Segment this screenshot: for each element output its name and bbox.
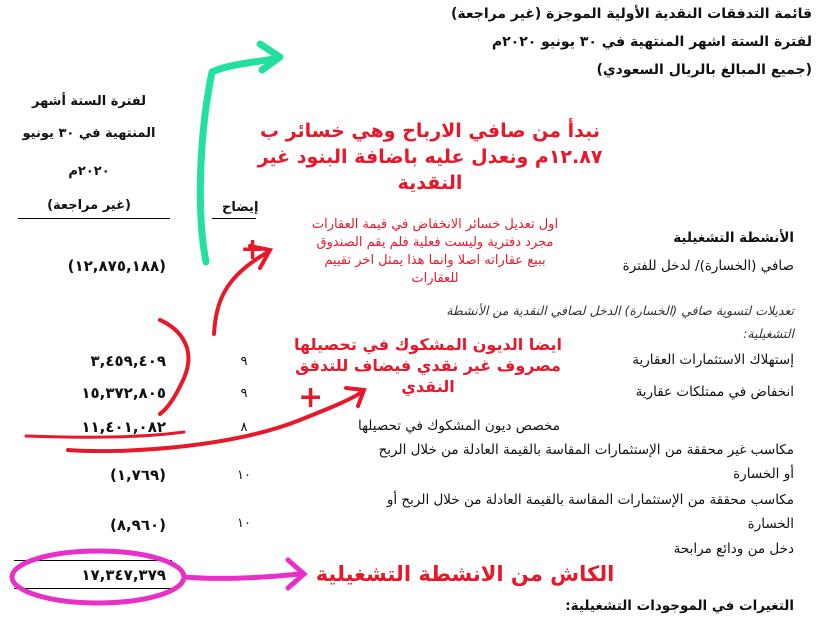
- row-value-realized-gains: (٨,٩٦٠): [109, 516, 166, 534]
- column-header-line1: لفترة الستة أشهر: [31, 94, 147, 109]
- plus-mark-2: +: [298, 380, 324, 415]
- section-operating: الأنشطة التشغيلية: [673, 230, 794, 246]
- row-value-doubtful-debts: ١١,٤٠١,٠٨٢: [81, 418, 166, 436]
- row-note-doubtful-debts: ٨: [240, 420, 248, 435]
- annotation-impairment-line1: اول تعديل خسائر الانخفاض في قيمة العقارات: [311, 217, 559, 232]
- statement-currency: (جميع المبالغ بالريال السعودي): [596, 62, 812, 78]
- column-header-rule: [18, 218, 170, 219]
- annotation-net-profit: [250, 118, 610, 196]
- annotation-impairment: [290, 216, 580, 288]
- annotation-net-profit-line3: النقدية: [397, 172, 463, 194]
- row-note-unrealized-gains: ١٠: [237, 468, 251, 483]
- note-column-header: إيضاح: [222, 200, 259, 215]
- row-label-unrealized-gains-cont: أو الخسارة: [733, 466, 794, 482]
- row-label-realized-gains: مكاسب محققة من الإستثمارات المقاسة بالقيمة العادلة من خلال الربح أو: [386, 492, 794, 508]
- annotation-doubtful-debts-line2: مصروف غير نقدي فيضاف للتدفق: [295, 356, 561, 375]
- row-label-unrealized-gains: مكاسب غير محققة من الإستثمارات المقاسة بالقيمة العادلة من خلال الربح: [378, 442, 794, 458]
- column-header-line4: (غير مراجعة): [47, 198, 131, 213]
- annotation-operating-cash: الكاش من الانشطة التشغيلية: [315, 562, 615, 586]
- annotation-impairment-line2: مجرد دفترية وليست فعلية فلم يقم الصندوق: [316, 235, 554, 250]
- row-value-net-loss: (١٢,٨٧٥,١٨٨): [67, 257, 166, 275]
- statement-period: لفترة الستة اشهر المنتهية في ٣٠ يونيو ٢٠٢٠م: [491, 34, 812, 50]
- adjustments-heading-line2: التشغيلية:: [743, 326, 794, 341]
- row-value-depreciation: ٣,٤٥٩,٤٠٩: [90, 352, 166, 370]
- annotation-impairment-line4: للعقارات: [411, 271, 459, 286]
- total-rule-top: [14, 560, 172, 561]
- annotation-net-profit-line2: ١٢.٨٧م ونعدل عليه باضافة البنود غير: [257, 146, 603, 168]
- note-header-rule: [212, 218, 256, 219]
- column-header-line2: المنتهية في ٣٠ يونيو: [22, 126, 156, 141]
- annotation-doubtful-debts-line3: النقدي: [401, 377, 455, 396]
- row-label-realized-gains-cont: الخسارة: [747, 516, 794, 532]
- row-note-realized-gains: ١٠: [237, 516, 251, 531]
- row-value-impairment: ١٥,٣٧٢,٨٠٥: [81, 384, 166, 402]
- row-label-depreciation: إستهلاك الاستثمارات العقارية: [632, 352, 794, 368]
- magenta-arrow-icon: [184, 560, 304, 588]
- row-label-impairment: انخفاض في ممتلكات عقارية: [635, 384, 794, 400]
- row-value-unrealized-gains: (١,٧٦٩): [109, 466, 166, 484]
- annotation-net-profit-line1: نبدأ من صافي الارباح وهي خسائر ب: [259, 120, 601, 142]
- row-note-depreciation: ٩: [240, 354, 248, 369]
- row-label-murabaha-income: دخل من ودائع مرابحة: [673, 541, 794, 557]
- statement-title: قائمة التدفقات النقدية الأولية الموجزة (غير مراجعة): [450, 6, 812, 22]
- annotation-impairment-line3: ببيع عقاراته اصلا وانما هذا يمثل اخر تقييم: [324, 253, 546, 268]
- total-rule-bottom: [14, 588, 172, 589]
- row-note-impairment: ٩: [240, 386, 248, 401]
- section-working-capital: التغيرات في الموجودات التشغيلية:: [565, 598, 794, 614]
- plus-mark-1: +: [240, 232, 266, 267]
- row-label-net-loss: صافي (الخسارة)/ لدخل للفترة: [622, 258, 794, 274]
- annotation-doubtful-debts-line1: ايضا الديون المشكوك في تحصيلها: [293, 335, 563, 354]
- total-operating-cash: ١٧,٣٤٧,٣٧٩: [81, 566, 166, 584]
- annotation-doubtful-debts: [268, 334, 588, 397]
- column-header-line3: ٢٠٢٠م: [68, 164, 110, 179]
- row-label-doubtful-debts: مخصص ديون المشكوك في تحصيلها: [357, 418, 560, 434]
- adjustments-heading-line1: تعديلات لتسوية صافي (الخسارة) الدخل لصافي النقدية من الأنشطة: [446, 303, 794, 318]
